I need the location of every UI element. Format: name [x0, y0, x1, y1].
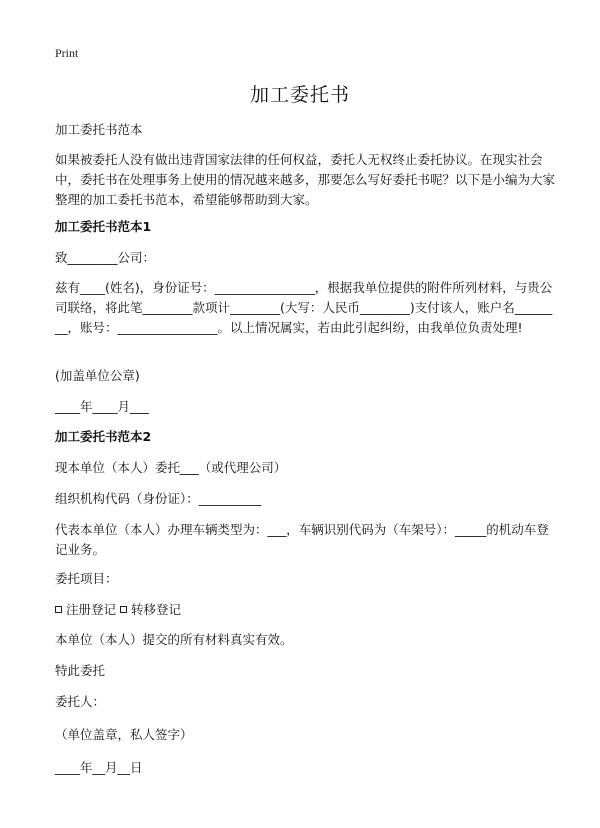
sample2-principal-line: 现本单位（本人）委托___（或代理公司） — [55, 460, 287, 475]
sample2-date: ____年__月__日 — [55, 760, 143, 775]
intro-paragraph: 如果被委托人没有做出违背国家法律的任何权益，委托人无权终止委托协议。在现实社会中，委托书在处理事务上使用的情况越来越多，那要怎么写好委托书呢？以下是小编为大家整理的加工委托书范本，希望能够帮助到大家。 — [55, 152, 556, 207]
sample2-special-note: 特此委托 — [55, 663, 106, 678]
option-register-label: 注册登记 — [66, 602, 117, 617]
option-transfer-label: 转移登记 — [131, 602, 182, 617]
checkbox-icon[interactable] — [120, 606, 127, 613]
document-title: 加工委托书 — [249, 84, 350, 106]
sample1-body: 兹有____(姓名)，身份证号：________________，根据我单位提供的附件所列材料，与贵公司联络，将此笔________款项计________(大写：人民币________)支付该人，账户名________，账号：________________。以上情况属实，若由此引起纠纷，由我单位负责处理! — [55, 280, 553, 335]
document-subtitle: 加工委托书范本 — [55, 122, 143, 137]
sample2-truth-statement: 本单位（本人）提交的所有材料真实有效。 — [55, 632, 293, 647]
checkbox-icon[interactable] — [55, 606, 62, 613]
sample2-heading: 加工委托书范本2 — [55, 429, 152, 444]
sample2-options — [55, 600, 555, 620]
sample1-date: ____年____月___ — [55, 399, 149, 414]
sample2-signature-note: （单位盖章，私人签字） — [55, 727, 193, 742]
sample2-principal-label: 委托人： — [55, 694, 106, 709]
sample1-seal: (加盖单位公章) — [55, 368, 140, 383]
sample2-org-code-line: 组织机构代码（身份证）：__________ — [55, 491, 262, 506]
sample1-heading: 加工委托书范本1 — [55, 219, 152, 234]
sample1-addressee: 致________公司： — [55, 250, 156, 265]
sample2-vehicle-line: 代表本单位（本人）办理车辆类型为：___，车辆识别代码为（车架号）：_____的机动车登记业务。 — [55, 522, 549, 557]
sample2-items-label: 委托项目： — [55, 571, 118, 586]
print-link[interactable]: Print — [55, 46, 79, 60]
